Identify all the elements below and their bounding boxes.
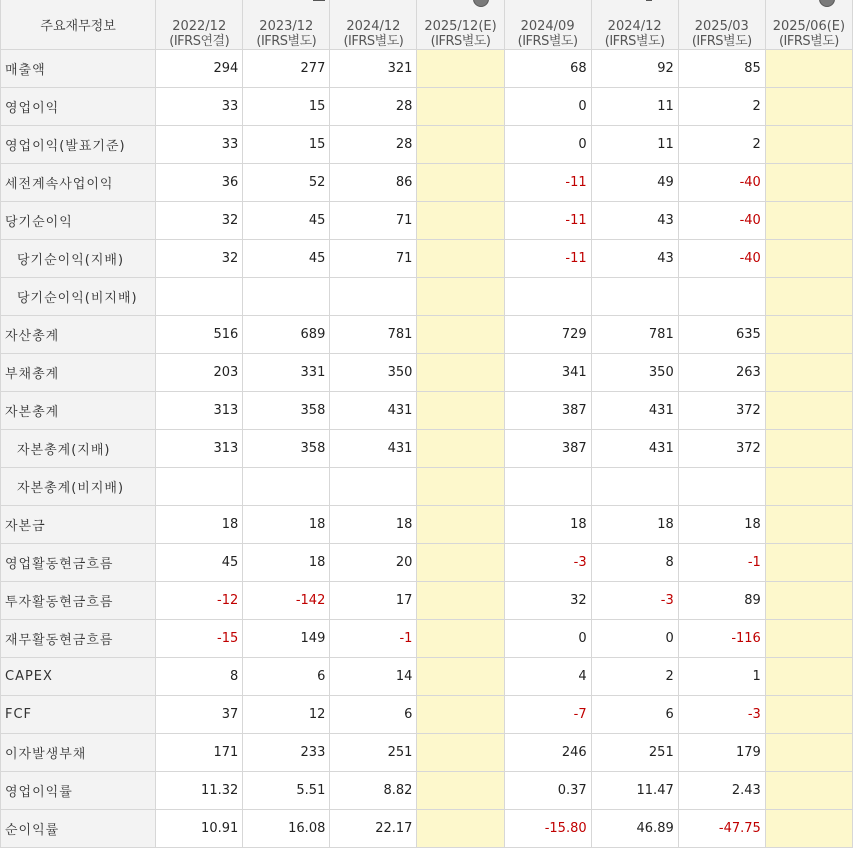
table-cell (243, 278, 330, 316)
period-date: 2024/12 (607, 19, 662, 34)
table-cell: 0 (504, 126, 591, 164)
row-label: 영업이익률 (1, 772, 156, 810)
table-cell: 179 (678, 734, 765, 772)
table-body (1, 50, 853, 848)
table-cell: 32 (504, 582, 591, 620)
row-label: 이자발생부채 (1, 734, 156, 772)
table-cell (765, 696, 852, 734)
table-cell (417, 164, 504, 202)
table-cell: -12 (156, 582, 243, 620)
table-cell (156, 278, 243, 316)
period-date: 2025/03 (694, 19, 749, 34)
table-cell: 6 (243, 658, 330, 696)
table-row (1, 620, 853, 658)
table-cell: 43 (591, 240, 678, 278)
table-row (1, 734, 853, 772)
table-cell: 18 (156, 506, 243, 544)
table-cell: 18 (504, 506, 591, 544)
table-cell: 0.37 (504, 772, 591, 810)
period-basis: (IFRS별도) (343, 34, 404, 49)
table-cell (330, 278, 417, 316)
table-cell: -3 (591, 582, 678, 620)
table-cell: 431 (330, 392, 417, 430)
table-cell: 2 (678, 88, 765, 126)
table-cell: 16.08 (243, 810, 330, 848)
period-basis: (IFRS별도) (604, 34, 665, 49)
table-cell: 341 (504, 354, 591, 392)
table-cell: 5.51 (243, 772, 330, 810)
table-cell (765, 392, 852, 430)
period-basis: (IFRS별도) (256, 34, 317, 49)
table-header-row (1, 0, 853, 50)
table-cell: 18 (678, 506, 765, 544)
period-date: 2023/12 (259, 19, 314, 34)
table-cell (504, 278, 591, 316)
table-cell: 635 (678, 316, 765, 354)
table-cell: 18 (591, 506, 678, 544)
table-cell: 372 (678, 430, 765, 468)
period-date: 2022/12 (172, 19, 227, 34)
table-cell: 15 (243, 88, 330, 126)
row-label: 영업활동현금흐름 (1, 544, 156, 582)
table-cell (417, 126, 504, 164)
table-cell: 331 (243, 354, 330, 392)
table-cell: 2 (591, 658, 678, 696)
table-cell: 71 (330, 202, 417, 240)
row-label: 부채총계 (1, 354, 156, 392)
table-cell: 321 (330, 50, 417, 88)
table-cell: 350 (591, 354, 678, 392)
row-label: 자본총계 (1, 392, 156, 430)
table-cell: 89 (678, 582, 765, 620)
table-cell (765, 88, 852, 126)
table-cell: 11.47 (591, 772, 678, 810)
group-header-fragment (646, 0, 652, 1)
table-cell: 0 (504, 620, 591, 658)
table-cell: 36 (156, 164, 243, 202)
table-cell (504, 468, 591, 506)
row-label: 자본금 (1, 506, 156, 544)
header-label: 주요재무정보 (1, 0, 156, 50)
table-cell: 387 (504, 392, 591, 430)
table-cell (765, 202, 852, 240)
table-cell: 15 (243, 126, 330, 164)
period-header (678, 0, 765, 50)
table-cell: -1 (330, 620, 417, 658)
table-cell: 18 (243, 506, 330, 544)
table-row (1, 544, 853, 582)
table-cell (243, 468, 330, 506)
table-cell: 431 (591, 392, 678, 430)
table-cell: 71 (330, 240, 417, 278)
table-cell (417, 810, 504, 848)
table-cell (765, 658, 852, 696)
table-cell: -3 (678, 696, 765, 734)
table-cell: 149 (243, 620, 330, 658)
table-cell: -40 (678, 240, 765, 278)
table-cell (765, 810, 852, 848)
row-label: 순이익률 (1, 810, 156, 848)
table-cell (417, 202, 504, 240)
table-cell (765, 126, 852, 164)
table-cell (417, 582, 504, 620)
table-row (1, 126, 853, 164)
table-cell: 85 (678, 50, 765, 88)
table-cell: 11 (591, 88, 678, 126)
table-cell: 2.43 (678, 772, 765, 810)
table-cell: 52 (243, 164, 330, 202)
table-cell (417, 430, 504, 468)
table-cell: 0 (591, 620, 678, 658)
table-cell (417, 506, 504, 544)
table-cell (417, 354, 504, 392)
table-cell (765, 430, 852, 468)
table-row (1, 430, 853, 468)
table-cell: 12 (243, 696, 330, 734)
table-cell: 313 (156, 430, 243, 468)
table-cell (678, 278, 765, 316)
table-row (1, 810, 853, 848)
row-label: 자산총계 (1, 316, 156, 354)
row-label: 세전계속사업이익 (1, 164, 156, 202)
row-label: 자본총계(지배) (1, 430, 156, 468)
table-cell: 358 (243, 430, 330, 468)
table-cell: 18 (330, 506, 417, 544)
table-cell: 781 (330, 316, 417, 354)
period-basis: (IFRS별도) (778, 34, 839, 49)
table-cell (417, 88, 504, 126)
table-cell: 431 (591, 430, 678, 468)
period-date: 2025/12(E) (424, 19, 497, 34)
table-cell: 68 (504, 50, 591, 88)
table-cell: 251 (330, 734, 417, 772)
table-cell: 387 (504, 430, 591, 468)
row-label: 당기순이익 (1, 202, 156, 240)
table-cell (765, 354, 852, 392)
table-row (1, 506, 853, 544)
table-cell: 4 (504, 658, 591, 696)
table-row (1, 772, 853, 810)
table-cell (417, 392, 504, 430)
table-cell: 18 (243, 544, 330, 582)
row-label: CAPEX (1, 658, 156, 696)
table-cell (765, 278, 852, 316)
table-cell (417, 240, 504, 278)
table-cell: 92 (591, 50, 678, 88)
table-cell: 0 (504, 88, 591, 126)
table-cell: 263 (678, 354, 765, 392)
period-header-estimate (417, 0, 504, 50)
table-cell: 358 (243, 392, 330, 430)
table-row (1, 164, 853, 202)
table-cell: 32 (156, 202, 243, 240)
table-cell: -15.80 (504, 810, 591, 848)
table-cell (417, 696, 504, 734)
table-cell: 43 (591, 202, 678, 240)
table-cell (417, 50, 504, 88)
table-cell: 33 (156, 126, 243, 164)
table-cell: 20 (330, 544, 417, 582)
table-cell (417, 772, 504, 810)
table-cell: 46.89 (591, 810, 678, 848)
table-cell: 1 (678, 658, 765, 696)
table-cell: 6 (330, 696, 417, 734)
table-cell: 37 (156, 696, 243, 734)
table-cell: 729 (504, 316, 591, 354)
period-header (591, 0, 678, 50)
table-row (1, 658, 853, 696)
row-label: FCF (1, 696, 156, 734)
period-header (243, 0, 330, 50)
table-cell (765, 164, 852, 202)
row-label: 당기순이익(지배) (1, 240, 156, 278)
table-cell: 350 (330, 354, 417, 392)
table-row (1, 354, 853, 392)
table-cell: 246 (504, 734, 591, 772)
table-cell: 28 (330, 126, 417, 164)
period-date: 2024/12 (346, 19, 401, 34)
table-cell (591, 468, 678, 506)
table-cell: -3 (504, 544, 591, 582)
table-cell: -11 (504, 164, 591, 202)
table-row (1, 582, 853, 620)
table-cell (417, 468, 504, 506)
table-row (1, 468, 853, 506)
table-cell: 2 (678, 126, 765, 164)
table-cell: 313 (156, 392, 243, 430)
table-cell (417, 278, 504, 316)
table-cell (417, 620, 504, 658)
table-cell: 251 (591, 734, 678, 772)
table-row (1, 50, 853, 88)
table-cell: 372 (678, 392, 765, 430)
table-cell: -47.75 (678, 810, 765, 848)
table-cell: 11 (591, 126, 678, 164)
table-cell: 49 (591, 164, 678, 202)
table-cell: 8 (591, 544, 678, 582)
table-cell (417, 316, 504, 354)
table-cell: 17 (330, 582, 417, 620)
table-cell: -11 (504, 202, 591, 240)
table-cell (765, 506, 852, 544)
row-label: 당기순이익(비지배) (1, 278, 156, 316)
row-label: 매출액 (1, 50, 156, 88)
table-cell: 294 (156, 50, 243, 88)
table-cell: 14 (330, 658, 417, 696)
table-cell: -142 (243, 582, 330, 620)
period-header (504, 0, 591, 50)
table-cell: -7 (504, 696, 591, 734)
period-basis: (IFRS별도) (430, 34, 491, 49)
table-cell: -116 (678, 620, 765, 658)
table-row (1, 392, 853, 430)
table-row (1, 240, 853, 278)
row-label: 영업이익(발표기준) (1, 126, 156, 164)
table-cell: 45 (243, 240, 330, 278)
table-cell (765, 582, 852, 620)
table-cell (330, 468, 417, 506)
table-cell: 8.82 (330, 772, 417, 810)
table-cell: -15 (156, 620, 243, 658)
table-row (1, 316, 853, 354)
table-cell (765, 734, 852, 772)
period-date: 2024/09 (520, 19, 575, 34)
table-cell: 781 (591, 316, 678, 354)
table-cell: -40 (678, 164, 765, 202)
table-cell (765, 620, 852, 658)
period-basis: (IFRS별도) (691, 34, 752, 49)
table-row (1, 202, 853, 240)
table-cell: 233 (243, 734, 330, 772)
table-cell: 689 (243, 316, 330, 354)
row-label: 재무활동현금흐름 (1, 620, 156, 658)
table-cell (591, 278, 678, 316)
group-header-fragment (313, 0, 325, 1)
table-cell: -11 (504, 240, 591, 278)
table-cell (765, 544, 852, 582)
row-label: 투자활동현금흐름 (1, 582, 156, 620)
row-label: 영업이익 (1, 88, 156, 126)
table-cell: 11.32 (156, 772, 243, 810)
table-cell: 86 (330, 164, 417, 202)
table-cell (678, 468, 765, 506)
table-cell (417, 544, 504, 582)
period-header (330, 0, 417, 50)
table-cell (417, 734, 504, 772)
table-cell: 431 (330, 430, 417, 468)
table-cell (765, 316, 852, 354)
table-cell: 6 (591, 696, 678, 734)
table-cell: 45 (156, 544, 243, 582)
table-cell: 8 (156, 658, 243, 696)
table-cell: 10.91 (156, 810, 243, 848)
table-cell: 28 (330, 88, 417, 126)
table-cell (765, 240, 852, 278)
table-row (1, 88, 853, 126)
table-cell (765, 50, 852, 88)
table-row (1, 278, 853, 316)
table-cell: -40 (678, 202, 765, 240)
table-cell: 203 (156, 354, 243, 392)
table-cell (765, 772, 852, 810)
table-cell: 171 (156, 734, 243, 772)
row-label: 자본총계(비지배) (1, 468, 156, 506)
table-cell: 45 (243, 202, 330, 240)
period-date: 2025/06(E) (772, 19, 846, 34)
table-cell (417, 658, 504, 696)
table-row (1, 696, 853, 734)
period-header-estimate (765, 0, 852, 50)
table-cell: -1 (678, 544, 765, 582)
table-cell: 33 (156, 88, 243, 126)
table-cell: 32 (156, 240, 243, 278)
table-cell (765, 468, 852, 506)
table-cell: 22.17 (330, 810, 417, 848)
table-cell (156, 468, 243, 506)
period-basis: (IFRS별도) (517, 34, 578, 49)
period-basis: (IFRS연결) (169, 34, 230, 49)
table-cell: 516 (156, 316, 243, 354)
period-header (156, 0, 243, 50)
table-cell: 277 (243, 50, 330, 88)
